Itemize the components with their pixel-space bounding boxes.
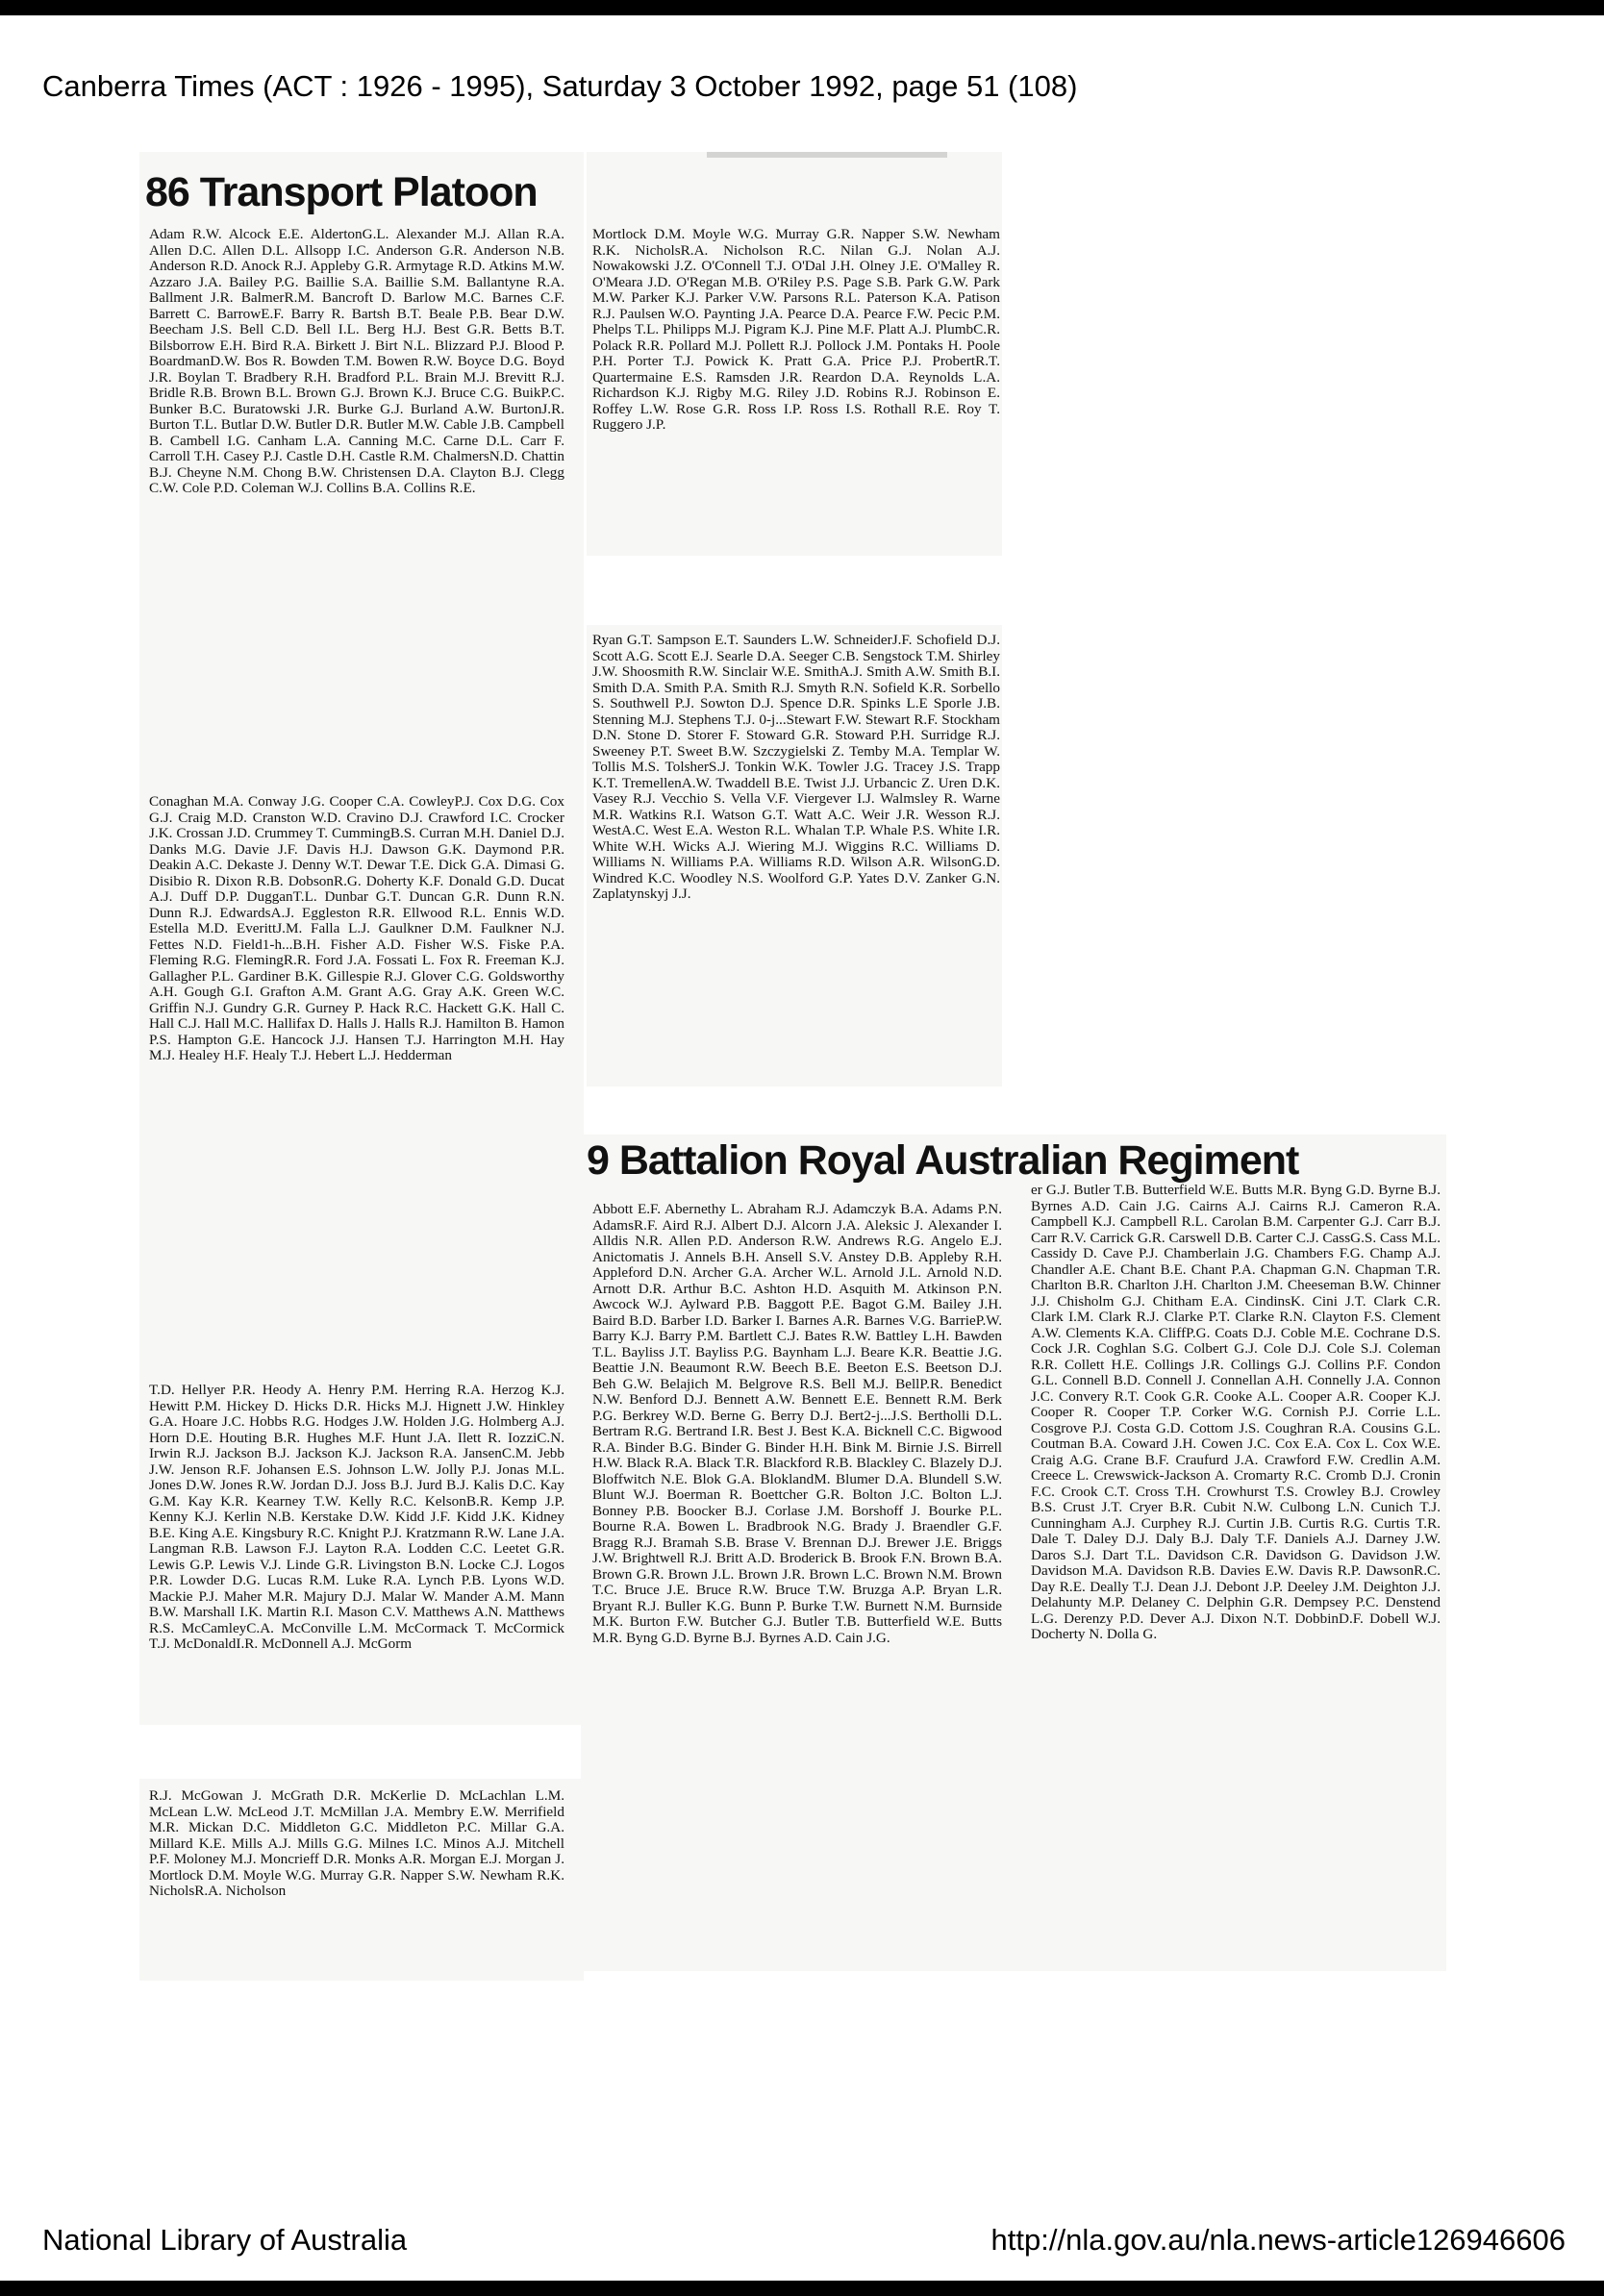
name-list-block: Ryan G.T. Sampson E.T. Saunders L.W. SchneiderJ.F. Schofield D.J. Scott A.G. Scott E.J. Searle D.A. Seeger C.B. Sengstock T.M. Shirley J.W. Shoosmith R.W. Sinclair W.E. SmithA.J. Smith A.W. Smith B.I. Smith D.A. Smith P.A. Smith R.J. Smyth R.N. Sofield K.R. Sorbello S. Southwell P.J. Sowton D.J. Spence D.R. Spinks L.E Sporle J.B. Stenning M.J. Stephens T.J. 0-j...Stewart F.W. Stewart R.F. Stockham D.N. Stone D. Storer F. Stoward G.R. Stoward P.H. Surridge R.J. Sweeney P.T. Sweet B.W. Szczygielski Z. Temby M.A. Templar W. Tollis M.S. TolsherS.J. Tonkin W.K. Towler J.G. Tracey J.S. Trapp K.T. TremellenA.W. Twaddell B.E. Twist J.J. Urbancic Z. Uren D.K. Vasey R.J. Vecchio S. Vella V.F. Viergever I.J. Walmsley R. Warne M.R. Watkins R.I. Watson G.T. Watt A.C. Weir J.R. Wesson R.J. WestA.C. West E.A. Weston R.L. Whalan T.P. Whale P.S. White I.R. White W.H. Wicks A.J. Wiering M.J. Wiggins R.C. Williams D. Williams N. Williams P.A. Williams R.D. Wilson A.R. WilsonG.D. Windred K.C. Woodley N.S. Woolford G.P. Yates D.V. Zanker G.N. Zaplatynskyj J.J.	[592, 633, 1000, 902]
name-list-block: Adam R.W. Alcock E.E. AldertonG.L. Alexander M.J. Allan R.A. Allen D.C. Allen D.L. Allsopp I.C. Anderson G.R. Anderson N.B. Anderson R.D. Anock R.J. Appleby G.R. Armytage R.D. Atkins M.W. Azzaro J.A. Bailey P.G. Baillie S.A. Baillie S.M. Ballantyne R.A. Ballment J.R. BalmerR.M. Bancroft D. Barlow M.C. Barnes C.F. Barrett C. BarrowE.F. Barry R. Bartsh B.T. Beale P.B. Bear D.W. Beecham J.S. Bell C.D. Bell I.L. Berg H.J. Best G.R. Betts B.T. Bilsborrow E.H. Bird R.A. Birkett J. Birt N.L. Blizzard P.J. Blood P. BoardmanD.W. Bos R. Bowden T.M. Bowen R.W. Boyce D.G. Boyd J.R. Boylan T. Bradbery R.H. Bradford P.L. Brain M.J. Brevitt R.J. Bridle R.B. Brown B.L. Brown G.J. Brown K.J. Bruce C.G. BuikP.C. Bunker B.C. Buratowski J.R. Burke G.J. Burland A.W. BurtonJ.R. Burton T.L. Butlar D.W. Butler D.R. Butler M.W. Cable J.B. Campbell B. Cambell I.G. Canham L.A. Canning M.C. Carne D.L. Carr F. Carroll T.H. Casey P.J. Castle D.H. Castle R.M. ChalmersN.D. Chattin B.J. Cheyne N.M. Chong B.W. Christensen D.A. Clayton B.J. Clegg C.W. Cole P.D. Coleman W.J. Collins B.A. Collins R.E.	[149, 227, 564, 496]
top-border	[0, 0, 1604, 15]
name-list-block: Abbott E.F. Abernethy L. Abraham R.J. Adamczyk B.A. Adams P.N. AdamsR.F. Aird R.J. Albert D.J. Alcorn J.A. Aleksic J. Alexander I. Alldis N.R. Allen P.D. Anderson R.W. Andrews R.G. Angelo E.J. Anictomatis J. Annels B.H. Ansell S.V. Anstey D.B. Appleby R.H. Appleford D.N. Archer G.A. Archer W.L. Arnold J.L. Arnold N.D. Arnott D.R. Arthur B.C. Ashton H.D. Asquith M. Atkinson P.N. Awcock W.J. Aylward P.B. Baggott P.E. Bagot G.M. Bailey J.H. Baird B.D. Barber I.D. Barker I. Barnes A.R. Barnes V.G. BarrieP.W. Barry K.J. Barry P.M. Bartlett C.J. Bates R.W. Battley L.H. Bawden T.L. Bayliss J.T. Bayliss P.G. Baynham L.J. Beare K.R. Beattie J.G. Beattie J.N. Beaumont R.W. Beech B.E. Beeton E.S. Beetson D.J. Beh G.W. Belajich M. Belgrove R.S. Bell M.J. BellP.R. Benedict N.W. Benford D.J. Bennett A.W. Bennett E.E. Bennett R.M. Berk P.G. Berkrey W.D. Berne G. Berry D.J. Bert2-j...J.S. Bertholli D.L. Bertram R.G. Bertrand I.R. Best J. Best K.A. Bicknell C.C. Bigwood R.A. Binder B.G. Binder G. Binder H.H. Bink M. Birnie J.S. Birrell H.W. Black R.A. Black T.R. Blackford R.B. Blackley C. Blazely D.J. Bloffwitch N.E. Blok G.A. BloklandM. Blumer D.A. Blundell S.W. Blunt W.J. Boerman R. Boettcher G.R. Bolton J.C. Bolton L.J. Bonney P.B. Boocker B.J. Corlase J.M. Borshoff J. Bourke P.L. Bourne R.A. Bowen L. Bradbrook N.G. Brady J. Braendler G.F. Bragg R.J. Bramah S.B. Brase V. Brennan D.J. Brewer J.E. Briggs J.W. Brightwell R.J. Britt A.D. Broderick B. Brook F.N. Brown B.A. Brown G.R. Brown J.L. Brown J.R. Brown L.C. Brown N.M. Brown T.C. Bruce J.E. Bruce R.W. Bruce T.W. Bruzga A.P. Bryan L.R. Bryant R.J. Buller K.G. Bunn P. Burke T.W. Burnett N.M. Burnside M.K. Burton F.W. Butcher G.J. Butler T.B. Butterfield W.E. Butts M.R. Byng G.D. Byrne B.J. Byrnes A.D. Cain J.G.	[592, 1202, 1002, 1646]
name-list-block: R.J. McGowan J. McGrath D.R. McKerlie D. McLachlan L.M. McLean L.W. McLeod J.T. McMillan J.A. Membry E.W. Merrifield M.R. Mickan D.C. Middleton G.C. Middleton P.C. Millar G.A. Millard K.E. Mills A.J. Mills G.G. Milnes I.C. Minos A.J. Mitchell P.F. Moloney M.J. Moncrieff D.R. Monks A.R. Morgan E.J. Morgan J. Mortlock D.M. Moyle W.G. Murray G.R. Napper S.W. Newham R.K. NicholsR.A. Nicholson	[149, 1788, 564, 1899]
bottom-border	[0, 2281, 1604, 2296]
name-list-block: er G.J. Butler T.B. Butterfield W.E. Butts M.R. Byng G.D. Byrne B.J. Byrnes A.D. Cain J.G. Cairns A.J. Cairns R.J. Cameron R.A. Campbell K.J. Campbell R.L. Carolan B.M. Carpenter G.J. Carr B.J. Carr R.V. Carrick G.R. Carswell D.B. Carter C.J. CassG.S. Cass M.L. Cassidy D. Cave P.J. Chamberlain J.G. Chambers F.G. Champ A.J. Chandler A.E. Chant B.E. Chant P.A. Chapman G.N. Chapman T.R. Charlton B.R. Charlton J.H. Charlton J.M. Cheeseman B.W. Chinner J.J. Chisholm G.J. Chitham E.A. CindinsK. Cini J.T. Clark C.R. Clark I.M. Clark R.J. Clarke P.T. Clarke R.N. Clayton F.S. Clement A.W. Clements K.A. CliffP.G. Coats D.J. Coble M.E. Cochrane D.S. Cock J.R. Coghlan S.G. Colbert G.J. Cole D.J. Cole S.J. Coleman R.R. Collett H.E. Collings J.R. Collings G.J. Collins P.F. Condon G.L. Connell B.D. Connell J. Connellan A.H. Connelly J.A. Connon J.C. Convery R.T. Cook G.R. Cooke A.L. Cooper A.R. Cooper K.J. Cooper R. Cooper T.P. Corker W.G. Cornish P.J. Corrie L.L. Cosgrove P.J. Costa G.D. Cottom J.S. Coughran R.A. Cousins G.L. Coutman B.A. Coward J.H. Cowen J.C. Cox E.A. Cox L. Cox W.E. Craig A.G. Crane B.F. Craufurd J.A. Crawford F.W. Credlin A.M. Creece L. Crewswick-Jackson A. Cromarty R.C. Cromb D.J. Cronin F.C. Crook C.T. Cross T.H. Crowhurst T.S. Crowley B.J. Crowley B.S. Crust J.T. Cryer B.R. Cubit N.W. Culbong L.N. Cunich T.J. Cunningham A.J. Curphey R.J. Curtin J.B. Curtis R.G. Curtis T.R. Dale T. Daley D.J. Daly B.J. Daly T.F. Daniels A.J. Darney J.W. Daros S.J. Dart T.L. Davidson C.R. Davidson G. Davidson J.W. Davidson M.A. Davidson R.B. Davies E.W. Davis R.P. DawsonR.C. Day R.E. Deally T.J. Dean J.J. Debont J.P. Deeley J.M. Deighton J.J. Delahunty M.P. Delaney C. Delphin G.R. Dempsey P.C. Denstend L.G. Derenzy P.D. Dever A.J. Dixon N.T. DobbinD.F. Dobell W.J. Docherty N. Dolla G.	[1031, 1183, 1441, 1642]
torn-edge	[707, 152, 947, 158]
section-heading-transport: 86 Transport Platoon	[145, 169, 538, 215]
footer-publisher: National Library of Australia	[42, 2223, 408, 2257]
name-list-block: T.D. Hellyer P.R. Heody A. Henry P.M. Herring R.A. Herzog K.J. Hewitt P.M. Hickey D. Hicks D.R. Hicks M.J. Hignett J.W. Hinkley G.A. Hoare J.C. Hobbs R.G. Hodges J.W. Holden J.G. Holmberg A.J. Horn D.E. Houting B.R. Hughes M.F. Hunt J.A. Ilett R. IozziC.N. Irwin R.J. Jackson B.J. Jackson K.J. Jackson R.A. JansenC.M. Jebb J.W. Jenson R.F. Johansen E.S. Johnson L.W. Jolly P.J. Jonas M.L. Jones D.W. Jones R.W. Jordan D.J. Joss B.J. Jurd B.J. Kalis D.C. Kay G.M. Kay K.R. Kearney T.W. Kelly R.C. KelsonB.R. Kemp J.P. Kenny K.J. Kerlin N.B. Kerstake D.W. Kidd J.F. Kidd J.K. Kidney B.E. King A.E. Kingsbury R.C. Knight P.J. Kratzmann R.W. Lane J.A. Langman R.B. Lawson F.J. Layton R.A. Lodden C.C. Leetet G.R. Lewis G.P. Lewis V.J. Linde G.R. Livingston B.N. Locke C.J. Logos P.R. Lowder D.G. Lucas R.M. Luke R.A. Lynch P.B. Lyons W.D. Mackie P.J. Maher M.R. Majury D.J. Malar W. Mander A.M. Mann B.W. Marshall I.K. Martin R.I. Mason C.V. Matthews A.N. Matthews R.S. McCamleyC.A. McConville L.M. McCormack T. McCormick T.J. McDonaldI.R. McDonnell A.J. McGorm	[149, 1383, 564, 1652]
clipping-transport-left	[139, 152, 584, 1725]
name-list-block: Conaghan M.A. Conway J.G. Cooper C.A. CowleyP.J. Cox D.G. Cox G.J. Craig M.D. Cranston W.D. Cravino D.J. Crawford I.C. Crocker J.K. Crossan J.D. Crummey T. CummingB.S. Curran M.H. Daniel D.J. Danks M.G. Davie J.F. Davis H.J. Dawson G.K. Daymond P.R. Deakin A.C. Dekaste J. Denny W.T. Dewar T.E. Dick G.A. Dimasi G. Disibio R. Dixon R.B. DobsonR.G. Doherty K.F. Donald G.D. Ducat A.J. Duff D.P. DugganT.L. Dunbar G.T. Duncan G.R. Dunn R.N. Dunn R.J. EdwardsA.J. Eggleston R.R. Ellwood R.L. Ennis W.D. Estella M.D. EverittJ.M. Falla L.J. Gaulkner D.M. Faulkner N.J. Fettes N.D. Field1-h...B.H. Fisher A.D. Fisher W.S. Fiske P.A. Fleming R.G. FlemingR.R. Ford J.A. Fossati L. Fox R. Freeman K.J. Gallagher P.L. Gardiner B.K. Gillespie R.J. Glover C.G. Goldsworthy A.H. Gough G.I. Grafton A.M. Grant A.G. Gray A.K. Green W.C. Griffin N.J. Gundry G.R. Gurney P. Hack R.C. Hackett G.K. Hall C. Hall C.J. Hall M.C. Hallifax D. Halls J. Halls R.J. Hamilton B. Hamon P.S. Hampton G.E. Hancock J.J. Hansen T.J. Harrington M.H. Hay M.J. Healey H.F. Healy T.J. Hebert L.J. Hedderman	[149, 794, 564, 1063]
name-list-block: Mortlock D.M. Moyle W.G. Murray G.R. Napper S.W. Newham R.K. NicholsR.A. Nicholson R.C. Nilan G.J. Nolan A.J. Nowakowski J.Z. O'Connell T.J. O'Dal J.H. Olney J.E. O'Malley R. O'Meara J.D. O'Regan M.B. O'Riley P.S. Page S.B. Park G.W. Park M.W. Parker K.J. Parker V.W. Parsons R.L. Paterson K.A. Patison R.J. Paulsen W.O. Paynting J.A. Pearce D.A. Pearce F.W. Pecic P.M. Phelps T.L. Philipps M.J. Pigram K.J. Pine M.F. Platt A.J. PlumbC.R. Polack R.R. Pollard M.J. Pollett R.J. Pollock J.M. Pontaks H. Poole P.H. Porter T.J. Powick K. Pratt G.A. Price P.J. ProbertR.T. Quartermaine E.S. Ramsden J.R. Reardon D.A. Reynolds L.A. Richardson K.J. Rigby M.G. Riley J.D. Robins R.J. Robinson E. Roffey L.W. Rose G.R. Ross I.P. Ross I.S. Rothall R.E. Roy T. Ruggero J.P.	[592, 227, 1000, 433]
clipping-transport-left-bottom	[139, 1779, 584, 1981]
section-heading-battalion: 9 Battalion Royal Australian Regiment	[587, 1137, 1299, 1184]
citation-header: Canberra Times (ACT : 1926 - 1995), Saturday 3 October 1992, page 51 (108)	[42, 69, 1078, 103]
clipping-transport-mid	[587, 625, 1002, 1086]
clipping-transport-mid-top	[587, 152, 1002, 556]
clipping-battalion	[581, 1135, 1446, 1971]
footer-url[interactable]: http://nla.gov.au/nla.news-article126946606	[990, 2223, 1566, 2257]
